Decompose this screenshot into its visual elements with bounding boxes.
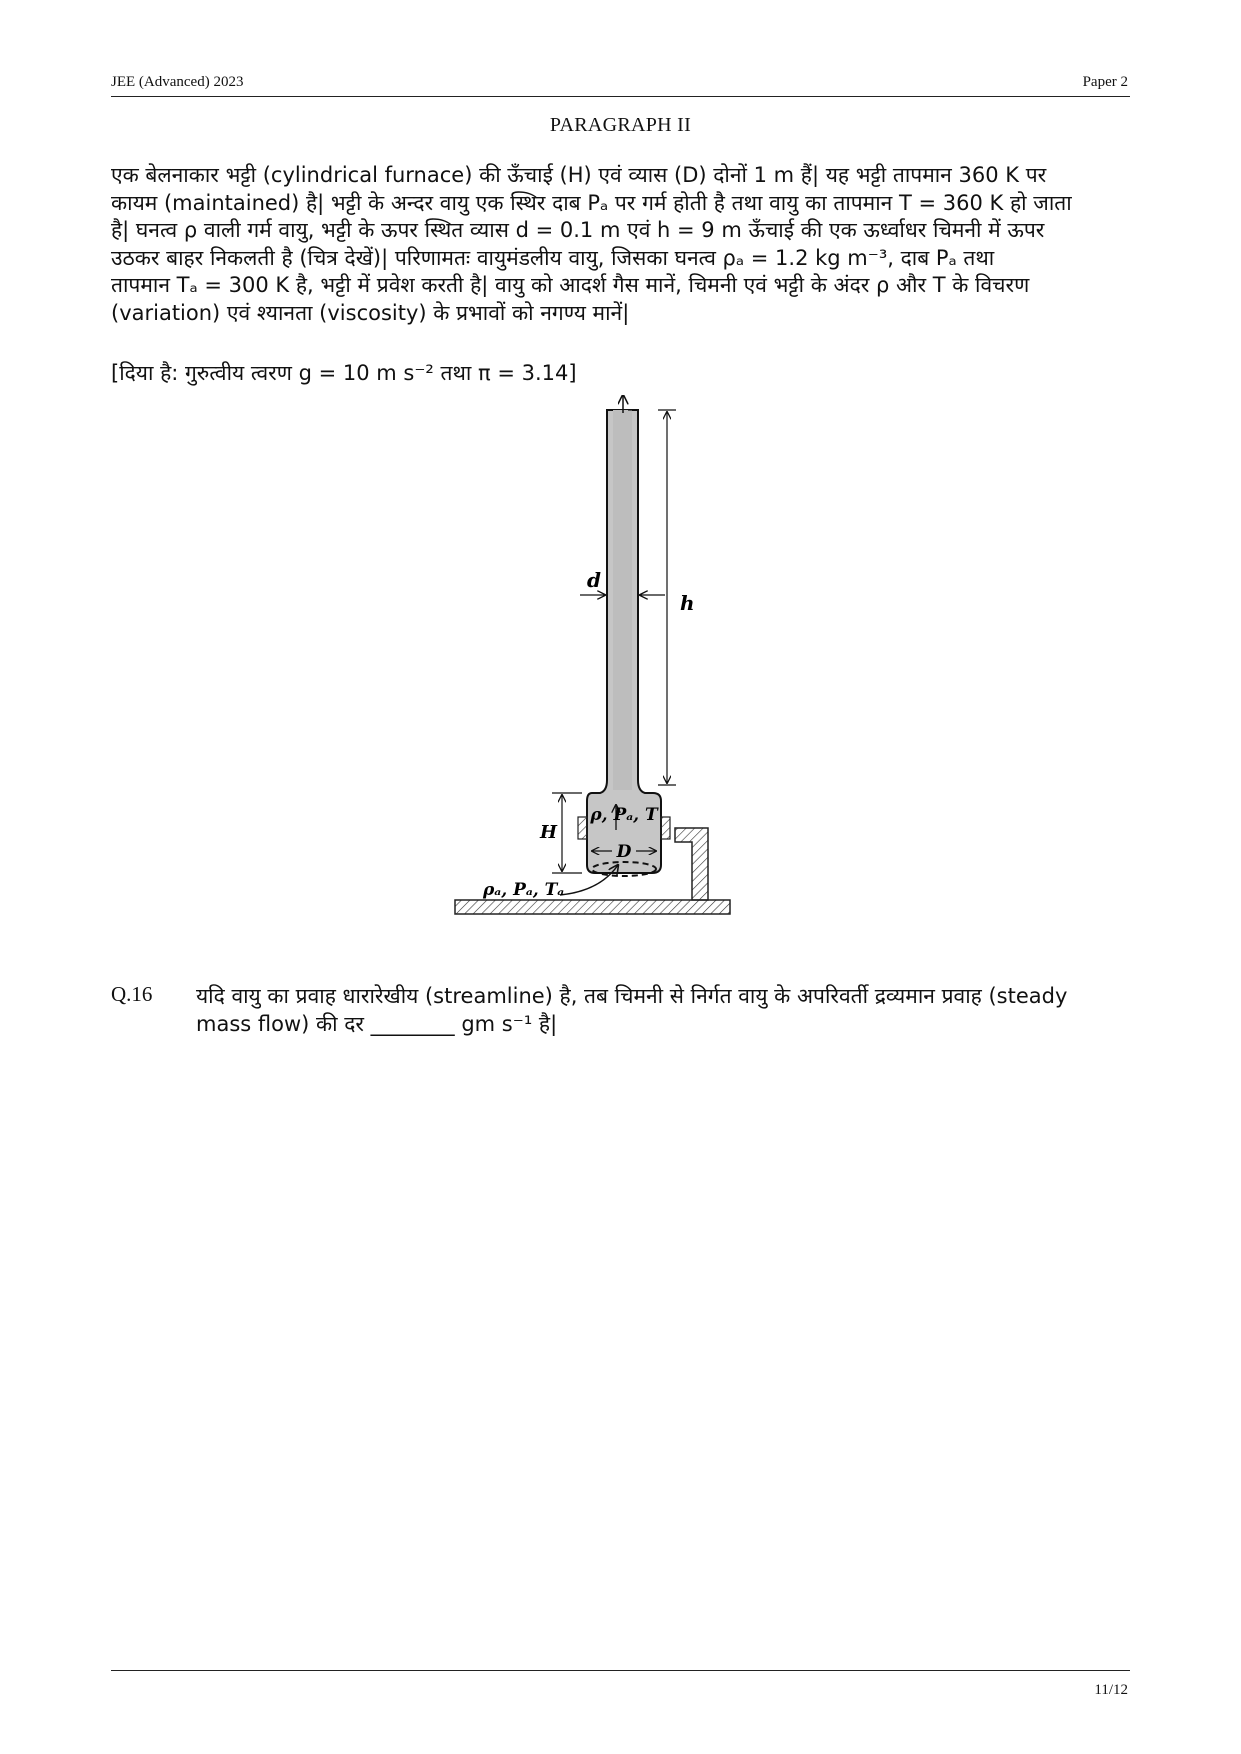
paragraph-line: है| घनत्व ρ वाली गर्म वायु, भट्टी के ऊपर स्थित व्यास d = 0.1 m एवं h = 9 m ऊँचाई की एक ऊर्ध्वाधर चिमनी में ऊपर <box>111 218 1045 242</box>
furnace-wall <box>675 828 708 900</box>
paragraph-line: तापमान Tₐ = 300 K है, भट्टी में प्रवेश करती है| वायु को आदर्श गैस मानें, चिमनी एवं भट्टी के अंदर ρ और T के विचरण <box>111 273 1030 297</box>
question-number: Q.16 <box>111 982 153 1006</box>
paragraph-line: उठकर बाहर निकलती है (चित्र देखें)| परिणामतः वायुमंडलीय वायु, जिसका घनत्व ρₐ = 1.2 kg m⁻³, दाब Pₐ तथा <box>111 245 995 270</box>
header-rule <box>111 96 1130 97</box>
paragraph-line: कायम (maintained) है| भट्टी के अन्दर वायु एक स्थिर दाब Pₐ पर गर्म होती है तथा वायु का तापमान T = 360 K हो जाता <box>111 190 1072 215</box>
h-label: h <box>680 591 695 615</box>
insulation-left <box>578 817 587 839</box>
D-label: D <box>616 842 632 862</box>
insulation-right <box>661 817 670 839</box>
paper-label: Paper 2 <box>1082 74 1128 90</box>
exam-title: JEE (Advanced) 2023 <box>111 74 244 90</box>
footer-rule <box>111 1670 1130 1671</box>
inside-conditions-label: ρ, Pₐ, T <box>590 805 658 825</box>
chimney <box>613 410 632 790</box>
question-line: यदि वायु का प्रवाह धारारेखीय (streamline) है, तब चिमनी से निर्गत वायु के अपरिवर्ती द्रव्यमान प्रवाह (steady <box>196 984 1068 1008</box>
outside-conditions-label: ρₐ, Pₐ, Tₐ <box>483 880 565 900</box>
paragraph-text <box>111 162 1085 327</box>
paragraph-title: PARAGRAPH II <box>549 114 692 136</box>
paragraph-line: एक बेलनाकार भट्टी (cylindrical furnace) की ऊँचाई (H) एवं व्यास (D) दोनों 1 m हैं| यह भट्टी तापमान 360 K पर <box>111 163 1047 187</box>
ground-slab <box>455 900 730 914</box>
question-line: mass flow) की दर ________ gm s⁻¹ है| <box>196 1012 558 1036</box>
paragraph-line: (variation) एवं श्यानता (viscosity) के प्रभावों को नगण्य मानें| <box>111 300 630 325</box>
page-number: 11/12 <box>1094 1682 1128 1698</box>
given-constants: [दिया है: गुरुत्वीय त्वरण g = 10 m s⁻² तथा π = 3.14] <box>111 361 577 385</box>
d-label: d <box>587 568 601 592</box>
H-label: H <box>540 822 558 843</box>
question-text <box>196 982 1086 1038</box>
furnace-chimney-diagram <box>440 395 740 935</box>
